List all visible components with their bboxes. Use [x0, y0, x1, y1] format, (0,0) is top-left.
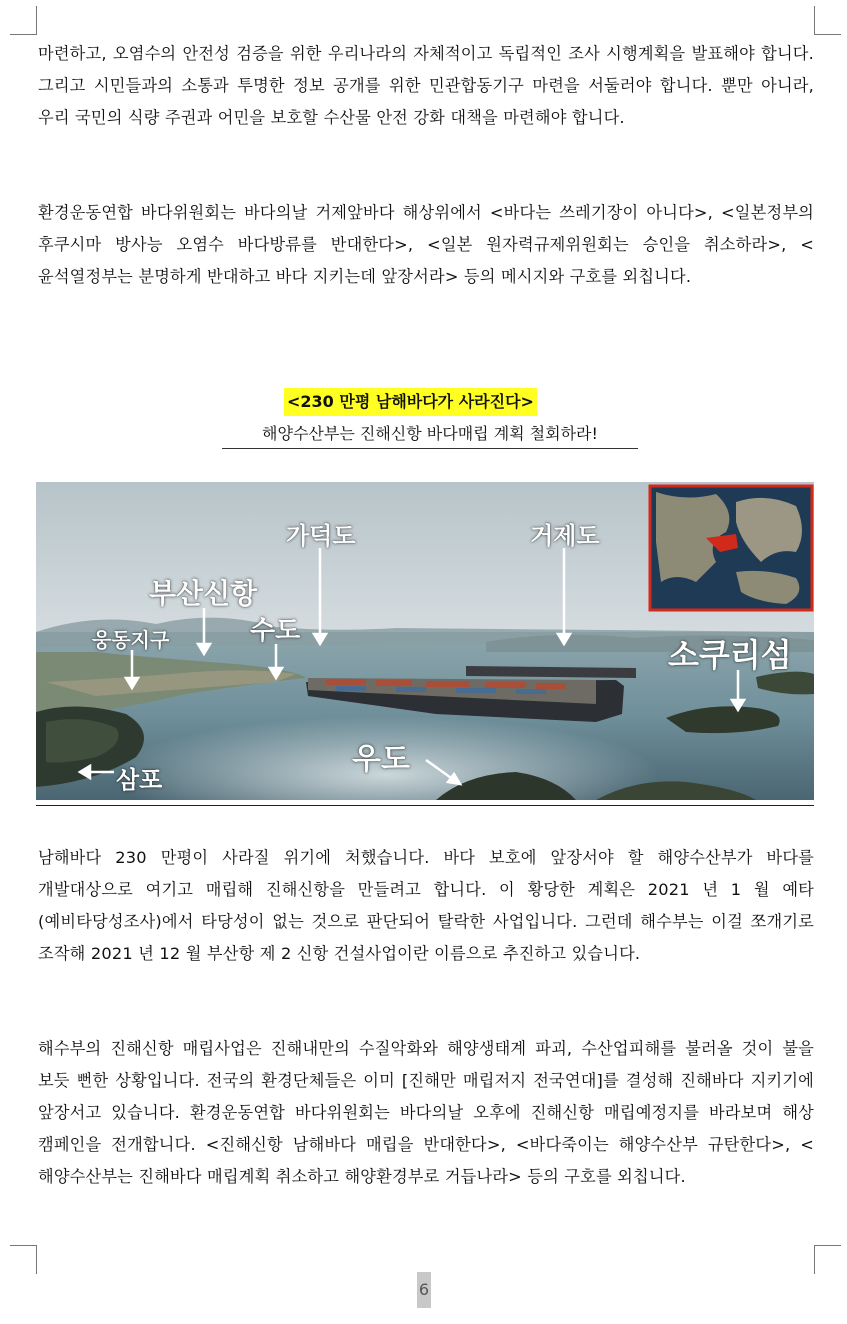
label-udo: 우도: [352, 742, 410, 777]
crop-mark-bottom-right: [814, 1245, 841, 1274]
label-ungdong: 웅동지구: [92, 628, 170, 652]
aerial-photo: [36, 482, 814, 800]
label-sudo: 수도: [250, 616, 301, 646]
page-number: 6: [417, 1272, 431, 1308]
label-sampo: 삼포: [116, 766, 163, 794]
caption-title: <230 만평 남해바다가 사라진다>: [284, 388, 537, 416]
crop-mark-top-left: [10, 6, 37, 35]
paragraph-3: 남해바다 230 만평이 사라질 위기에 처했습니다. 바다 보호에 앞장서야 할 해양수산부가 바다를 개발대상으로 여기고 매립해 진해신항을 만들려고 합니다. 이 황당한 계획은 2021 년 1 월 예타(예비타당성조사)에서 타당성이 없는 것으로 판단되어 탈락한 사업입니다. 그런데 해수부는 이걸 쪼개기로 조작해 2021 년 12 월 부산항 제 2 신항 건설사업이란 이름으로 추진하고 있습니다.: [38, 848, 814, 963]
label-sokuriseom: 소쿠리섬: [668, 636, 792, 674]
crop-mark-bottom-left: [10, 1245, 37, 1274]
label-busan-new-port: 부산신항: [149, 577, 258, 610]
label-arrows: [36, 482, 814, 800]
paragraph-4: 해수부의 진해신항 매립사업은 진해내만의 수질악화와 해양생태계 파괴, 수산업피해를 불러올 것이 불을 보듯 뻔한 상황입니다. 전국의 환경단체들은 이미 [진해만 매립저지 전국연대]를 결성해 진해바다 지키기에 앞장서고 있습니다. 환경운동연합 바다위원회는 바다의날 오후에 진해신항 매립예정지를 바라보며 해상 캠페인을 전개합니다. <진해신항 남해바다 매립을 반대한다>, <바다죽이는 해양수산부 규탄한다>, <해양수산부는 진해바다 매립계획 취소하고 해양환경부로 거듭나라> 등의 구호를 외칩니다.: [38, 1039, 814, 1186]
paragraph-2: 환경운동연합 바다위원회는 바다의날 거제앞바다 해상위에서 <바다는 쓰레기장이 아니다>, <일본정부의 후쿠시마 방사능 오염수 바다방류를 반대한다>, <일본 원자력규제위원회는 승인을 취소하라>, <윤석열정부는 분명하게 반대하고 바다 지키는데 앞장서라> 등의 메시지와 구호를 외칩니다.: [38, 203, 814, 286]
caption-subtitle: 해양수산부는 진해신항 바다매립 계획 철회하라!: [222, 420, 638, 449]
crop-mark-top-right: [814, 6, 841, 35]
label-geojedo: 거제도: [530, 522, 600, 550]
paragraph-1: 마련하고, 오염수의 안전성 검증을 위한 우리나라의 자체적이고 독립적인 조사 시행계획을 발표해야 합니다. 그리고 시민들과의 소통과 투명한 정보 공개를 위한 민관합동기구 마련을 서둘러야 합니다. 뿐만 아니라, 우리 국민의 식량 주권과 어민을 보호할 수산물 안전 강화 대책을 마련해야 합니다.: [38, 44, 814, 127]
label-gadeokdo: 가덕도: [286, 522, 356, 550]
photo-bottom-rule: [36, 805, 814, 806]
